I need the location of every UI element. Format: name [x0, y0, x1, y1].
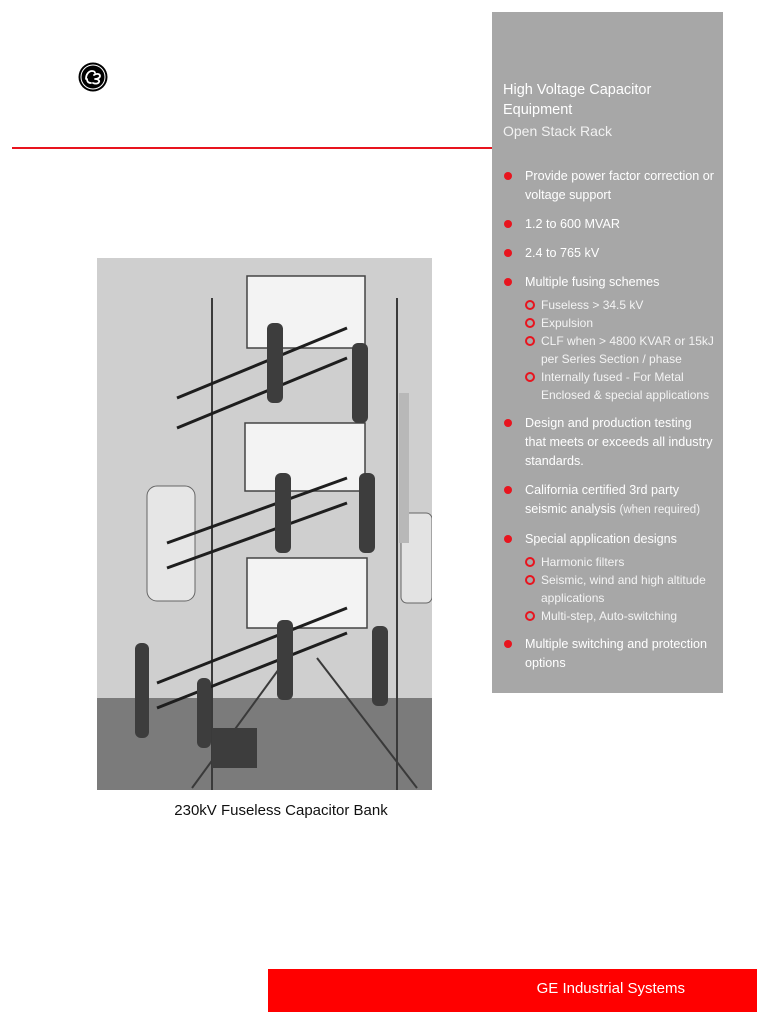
sub-feature-item: [525, 607, 715, 625]
photo-caption: 230kV Fuseless Capacitor Bank: [174, 802, 388, 819]
sub-feature-item: [525, 332, 715, 368]
panel-subtitle: Open Stack Rack: [503, 123, 612, 139]
feature-item: [492, 635, 715, 673]
ring-bullet-icon: [525, 557, 535, 567]
ring-bullet-icon: [525, 372, 535, 382]
feature-text: Provide power factor correction or voltage support: [525, 169, 714, 202]
bullet-dot-icon: [504, 535, 512, 543]
header-rule: [12, 147, 538, 149]
sub-feature-text: Internally fused - For Metal Enclosed & special applications: [541, 370, 710, 402]
sub-feature-text: Expulsion: [541, 316, 594, 330]
sub-feature-item: [525, 368, 715, 404]
feature-item: [492, 414, 715, 471]
ring-bullet-icon: [525, 336, 535, 346]
feature-text: Multiple fusing schemes: [525, 275, 660, 289]
feature-text: California certified 3rd party seismic analysis: [525, 483, 679, 516]
feature-item: [492, 244, 715, 263]
sub-feature-text: Fuseless > 34.5 kV: [541, 298, 644, 312]
ring-bullet-icon: [525, 575, 535, 585]
ge-logo: [78, 62, 108, 92]
sub-feature-text: CLF when > 4800 KVAR or 15kJ per Series Section / phase: [541, 334, 714, 366]
ring-bullet-icon: [525, 300, 535, 310]
feature-item: [492, 215, 715, 234]
feature-item: [492, 530, 715, 625]
feature-text: Multiple switching and protection options: [525, 637, 708, 670]
capacitor-bank-photo: [97, 258, 432, 790]
feature-text: 1.2 to 600 MVAR: [525, 217, 620, 231]
feature-panel: [492, 12, 723, 693]
sub-feature-item: [525, 314, 715, 332]
sub-feature-item: [525, 296, 715, 314]
ring-bullet-icon: [525, 611, 535, 621]
feature-item: [492, 273, 715, 404]
bullet-dot-icon: [504, 640, 512, 648]
sub-feature-item: [525, 571, 715, 607]
panel-title: High Voltage Capacitor Equipment: [503, 82, 652, 118]
bullet-dot-icon: [504, 486, 512, 494]
feature-item: [492, 481, 715, 520]
sub-feature-list: [525, 553, 715, 625]
sub-feature-text: Seismic, wind and high altitude applications: [541, 573, 706, 605]
feature-text: 2.4 to 765 kV: [525, 246, 600, 260]
bullet-dot-icon: [504, 249, 512, 257]
feature-list: [492, 167, 723, 683]
feature-text: Special application designs: [525, 532, 677, 546]
bullet-dot-icon: [504, 278, 512, 286]
bullet-dot-icon: [504, 419, 512, 427]
bullet-dot-icon: [504, 172, 512, 180]
footer-bar: [268, 969, 757, 1012]
sub-feature-text: Harmonic filters: [541, 555, 625, 569]
feature-text: Design and production testing that meets or exceeds all industry standards.: [525, 416, 713, 468]
ring-bullet-icon: [525, 318, 535, 328]
sub-feature-item: [525, 553, 715, 571]
bullet-dot-icon: [504, 220, 512, 228]
sub-feature-list: [525, 296, 715, 404]
footer-brand: GE Industrial Systems: [536, 980, 685, 997]
sub-feature-text: Multi-step, Auto-switching: [541, 609, 678, 623]
ge-monogram-icon: [78, 62, 108, 92]
feature-item: [492, 167, 715, 205]
feature-note: (when required): [619, 504, 701, 516]
